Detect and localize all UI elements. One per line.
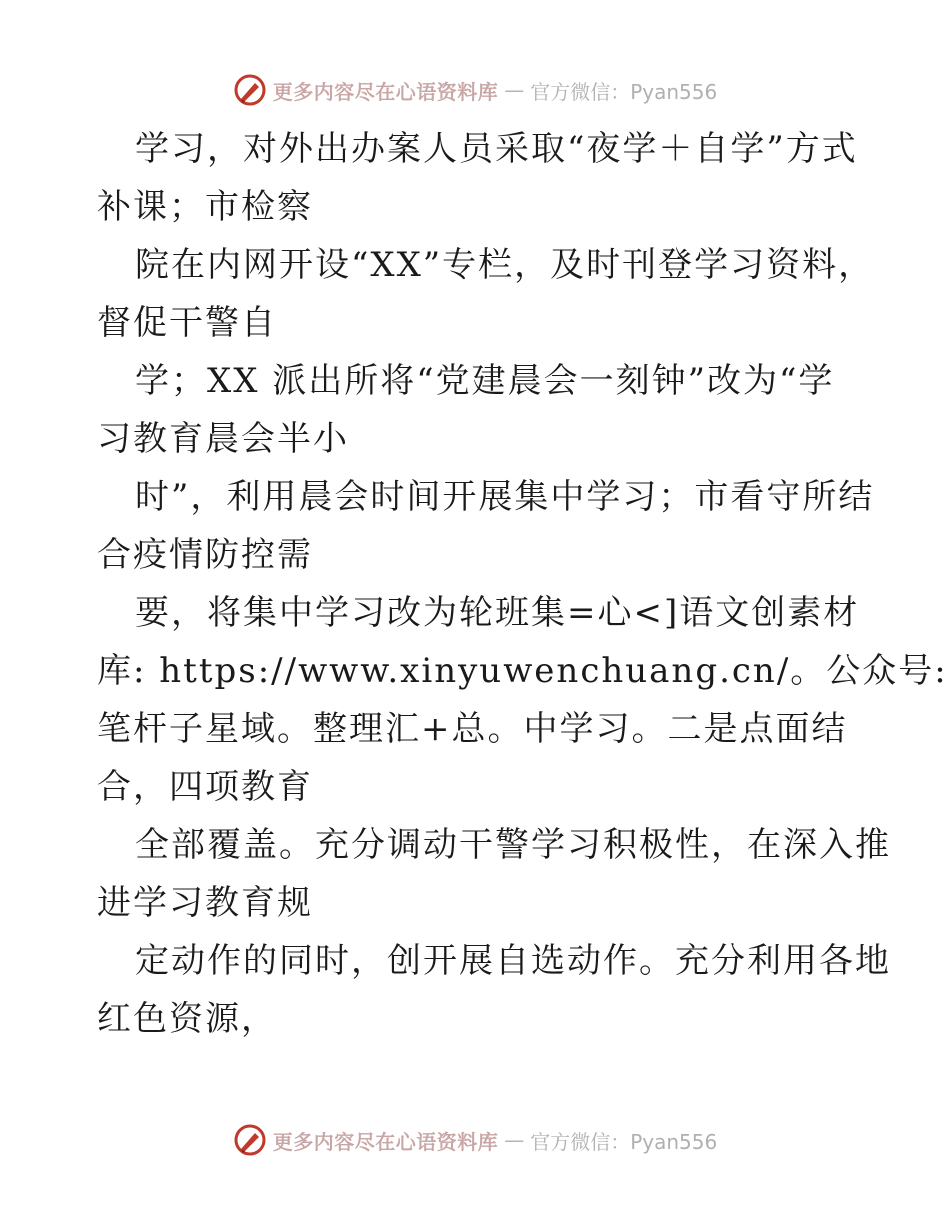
text-line: 定动作的同时，创开展自选动作。充分利用各地: [135, 941, 891, 981]
header-banner-title: 更多内容尽在心语资料库: [272, 79, 499, 104]
text-line: 合，四项教育: [97, 767, 313, 807]
text-line: 习教育晨会半小: [97, 419, 349, 459]
text-line: 红色资源，: [97, 999, 277, 1039]
text-line: 合疫情防控需: [97, 535, 313, 575]
pen-logo-icon: [233, 1123, 267, 1157]
text-line: 要，将集中学习改为轮班集=心<]语文创素材: [135, 593, 860, 633]
footer-banner-wechat: 官方微信：Pyan556: [530, 1129, 718, 1154]
header-banner-content: [233, 73, 718, 107]
text-line: 学；XX 派出所将“党建晨会一刻钟”改为“学: [135, 361, 835, 401]
pen-logo-icon: [233, 73, 267, 107]
text-line: 学习，对外出办案人员采取“夜学＋自学”方式: [135, 129, 858, 169]
text-line: 全部覆盖。充分调动干警学习积极性，在深入推: [135, 825, 891, 865]
document-body: [97, 120, 948, 1048]
header-banner: [0, 70, 950, 110]
footer-banner-separator: —: [504, 1128, 525, 1152]
text-line: 时”，利用晨会时间开展集中学习；市看守所结: [135, 477, 875, 517]
text-line: 补课；市检察: [97, 187, 313, 227]
footer-banner: [0, 1120, 950, 1160]
header-banner-separator: —: [504, 78, 525, 102]
text-line: 库: https://www.xinyuwenchuang.cn/。公众号:: [97, 651, 948, 691]
text-line: 笔杆子星域。整理汇+总。中学习。二是点面结: [97, 709, 848, 749]
footer-banner-content: [233, 1123, 718, 1157]
header-banner-wechat: 官方微信：Pyan556: [530, 79, 718, 104]
text-line: 督促干警自: [97, 303, 277, 343]
text-line: 进学习教育规: [97, 883, 313, 923]
text-line: 院在内网开设“XX”专栏，及时刊登学习资料，: [135, 245, 875, 285]
footer-banner-title: 更多内容尽在心语资料库: [272, 1129, 499, 1154]
